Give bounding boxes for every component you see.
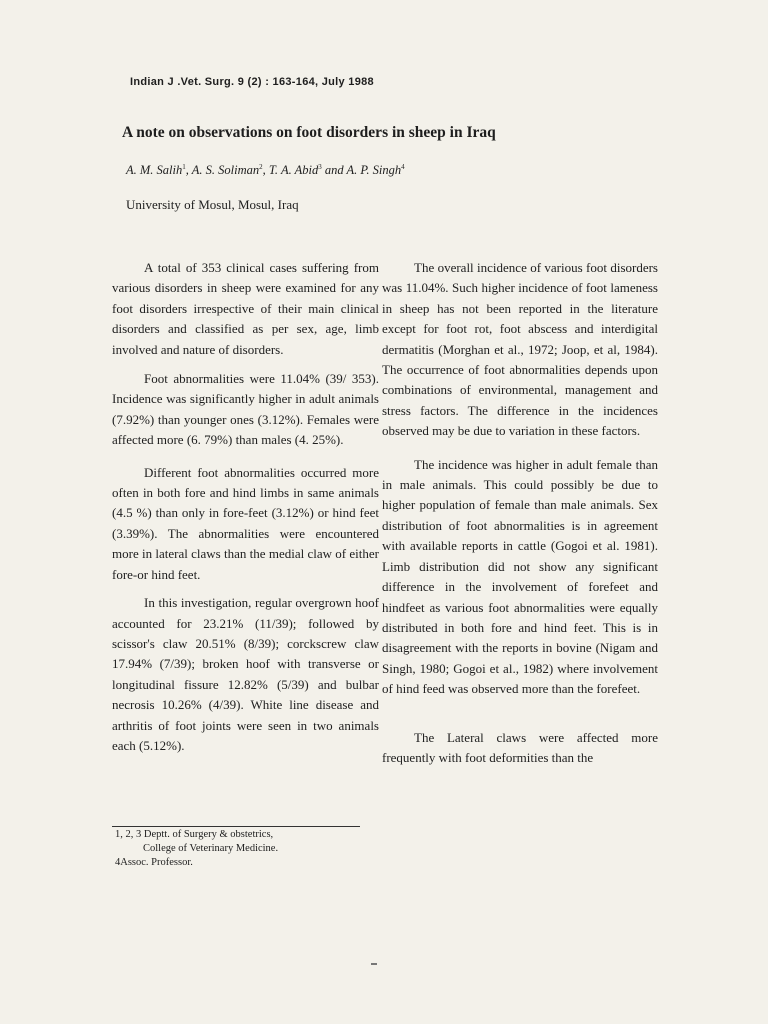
- affiliation: University of Mosul, Mosul, Iraq: [126, 197, 299, 212]
- author-separator: ,: [185, 163, 192, 178]
- left-column: [112, 258, 379, 756]
- author-mark: 3: [318, 163, 322, 171]
- footnote-affiliation: 1, 2, 3 Deptt. of Surgery & obstetrics,: [115, 829, 274, 840]
- body-paragraph: The overall incidence of various foot disorders was 11.04%. Such higher incidence of foot lameness in sheep has not been reported in the literature except for foot rot, foot abscess and interdigital dermatitis (Morghan et al., 1972; Joop, et al, 1984). The occurrence of foot abnormalities depends upon combinations of environmental, management and stress factors. The difference in the incidences observed may be due to variation in these factors.: [382, 260, 658, 439]
- body-paragraph: Foot abnormalities were 11.04% (39/ 353). Incidence was significantly higher in adult animals (7.92%) than younger ones (3.12%). Females were affected more (6. 79%) than males (4. 25%).: [112, 371, 379, 448]
- footnote-divider: [112, 826, 360, 827]
- journal-citation: Indian J .Vet. Surg. 9 (2) : 163-164, July 1988: [130, 76, 374, 88]
- author-name: A. M. Salih: [126, 163, 183, 178]
- author-name: A. P. Singh: [346, 163, 402, 178]
- author-mark: 2: [259, 163, 263, 171]
- author-mark: 4: [401, 163, 405, 171]
- author-name: T. A. Abid: [268, 163, 319, 178]
- body-paragraph: In this investigation, regular overgrown hoof accounted for 23.21% (11/39); followed by scissor's claw 20.51% (8/39); corckscrew claw 17.94% (7/39); broken hoof with transverse or longitudinal fissure 12.82% (5/39) and bulbar necrosis 10.26% (4/39). White line disease and arthritis of foot joints were seen in two animals each (5.12%).: [112, 595, 379, 753]
- body-paragraph: The Lateral claws were affected more frequently with foot deformities than the: [382, 729, 658, 765]
- author-list: [126, 163, 405, 178]
- author-separator: and: [321, 163, 347, 178]
- body-paragraph: The incidence was higher in adult female than in male animals. This could possibly be due to higher population of female than male animals. Sex distribution of foot abnormalities is in agreement with available reports in cattle (Gogoi et al. 1981). Limb distribution did not show any significant difference in the involvement of forefeet and hindfeet as various foot abnormalities were equally distributed in both fore and hind feet. This is in disagreement with the reports in bovine (Nigam and Singh, 1980; Gogoi et al., 1982) where involvement of hind feed was observed more than the forefeet.: [382, 456, 658, 697]
- author-name: A. S. Soliman: [191, 163, 260, 178]
- footnotes: [115, 828, 278, 870]
- footnote-college: College of Veterinary Medicine.: [143, 843, 279, 854]
- author-mark: 1: [182, 163, 186, 171]
- article-title: A note on observations on foot disorders in sheep in Iraq: [122, 124, 496, 141]
- scan-speck: [371, 963, 377, 965]
- right-column: [382, 258, 658, 768]
- body-paragraph: Different foot abnormalities occurred more often in both fore and hind limbs in same animals (4.5 %) than only in fore-feet (3.12%) or hind feet (3.39%). The abnormalities were encountered more in lateral claws than the medial claw of either fore-or hind feet.: [112, 464, 379, 582]
- footnote-position: 4Assoc. Professor.: [115, 857, 193, 868]
- body-paragraph: A total of 353 clinical cases suffering from various disorders in sheep were examined for any foot disorders irrespective of their main clinical disorders and classified as per sex, age, limb involved and nature of disorders.: [112, 260, 379, 357]
- author-separator: ,: [262, 163, 269, 178]
